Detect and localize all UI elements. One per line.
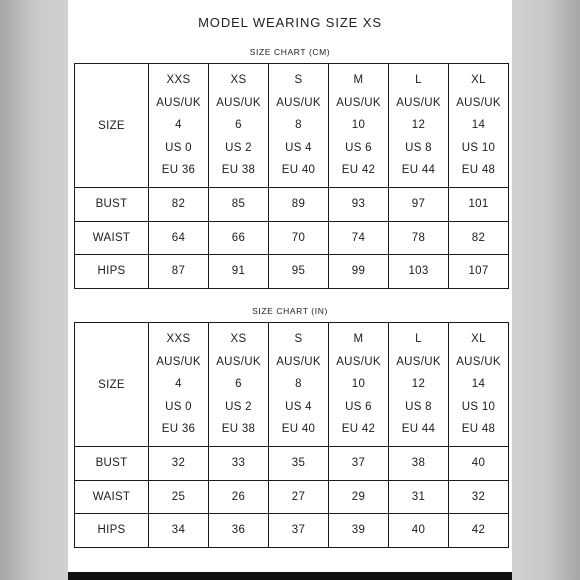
size-eu: EU 38 bbox=[221, 164, 256, 177]
size-name: XXS bbox=[166, 74, 191, 87]
size-aus-label: AUS/UK bbox=[156, 96, 201, 109]
size-name: XL bbox=[471, 74, 486, 87]
size-aus-number: 10 bbox=[351, 378, 366, 391]
table-cell: 34 bbox=[149, 514, 209, 548]
page-title: MODEL WEARING SIZE XS bbox=[198, 15, 382, 30]
table-cell: 39 bbox=[329, 514, 389, 548]
table-row-hips bbox=[75, 255, 509, 289]
size-us: US 2 bbox=[225, 400, 252, 413]
row-label: BUST bbox=[75, 447, 149, 481]
size-eu: EU 40 bbox=[281, 164, 316, 177]
size-aus-number: 14 bbox=[471, 378, 486, 391]
table-cell: 26 bbox=[209, 480, 269, 514]
table-row-waist bbox=[75, 480, 509, 514]
table-cell: 95 bbox=[269, 255, 329, 289]
size-aus-label: AUS/UK bbox=[336, 96, 381, 109]
table-cell: 42 bbox=[449, 514, 509, 548]
table-cell: 32 bbox=[149, 447, 209, 481]
bottom-edge-bar bbox=[68, 572, 512, 580]
size-aus-number: 12 bbox=[411, 119, 426, 132]
size-col-l bbox=[389, 323, 449, 447]
size-col-xl bbox=[449, 323, 509, 447]
table-cell: 99 bbox=[329, 255, 389, 289]
size-name: M bbox=[353, 74, 364, 87]
size-us: US 0 bbox=[165, 141, 192, 154]
size-eu: EU 36 bbox=[161, 164, 196, 177]
size-eu: EU 48 bbox=[461, 423, 496, 436]
table-cell: 87 bbox=[149, 255, 209, 289]
size-aus-label: AUS/UK bbox=[276, 96, 321, 109]
table-cell: 64 bbox=[149, 221, 209, 255]
table-row-bust bbox=[75, 447, 509, 481]
row-label: WAIST bbox=[75, 480, 149, 514]
table-cell: 85 bbox=[209, 188, 269, 222]
chart-label-in: SIZE CHART (IN) bbox=[252, 306, 328, 316]
table-cell: 74 bbox=[329, 221, 389, 255]
table-cell: 33 bbox=[209, 447, 269, 481]
chart-label-cm: SIZE CHART (CM) bbox=[249, 47, 331, 57]
size-aus-number: 14 bbox=[471, 119, 486, 132]
size-eu: EU 42 bbox=[341, 164, 376, 177]
table-cell: 82 bbox=[149, 188, 209, 222]
size-name: M bbox=[353, 333, 364, 346]
size-name: XS bbox=[230, 74, 247, 87]
size-aus-label: AUS/UK bbox=[396, 355, 441, 368]
size-aus-label: AUS/UK bbox=[276, 355, 321, 368]
size-name: L bbox=[415, 74, 422, 87]
size-aus-label: AUS/UK bbox=[456, 355, 501, 368]
size-us: US 4 bbox=[285, 141, 312, 154]
size-aus-label: AUS/UK bbox=[396, 96, 441, 109]
row-label: HIPS bbox=[75, 514, 149, 548]
size-eu: EU 36 bbox=[161, 423, 196, 436]
size-us: US 8 bbox=[405, 141, 432, 154]
size-aus-number: 4 bbox=[175, 378, 182, 391]
size-col-xl bbox=[449, 64, 509, 188]
size-aus-number: 8 bbox=[295, 119, 302, 132]
size-aus-number: 6 bbox=[235, 378, 242, 391]
size-aus-label: AUS/UK bbox=[456, 96, 501, 109]
size-name: XL bbox=[471, 333, 486, 346]
size-us: US 2 bbox=[225, 141, 252, 154]
size-eu: EU 44 bbox=[401, 423, 436, 436]
size-name: S bbox=[294, 74, 303, 87]
size-col-xs bbox=[209, 323, 269, 447]
table-cell: 89 bbox=[269, 188, 329, 222]
table-cell: 27 bbox=[269, 480, 329, 514]
table-cell: 37 bbox=[329, 447, 389, 481]
size-chart-cm-table bbox=[74, 63, 509, 289]
size-aus-number: 12 bbox=[411, 378, 426, 391]
table-cell: 36 bbox=[209, 514, 269, 548]
table-cell: 97 bbox=[389, 188, 449, 222]
row-label: HIPS bbox=[75, 255, 149, 289]
size-us: US 4 bbox=[285, 400, 312, 413]
size-eu: EU 42 bbox=[341, 423, 376, 436]
table-cell: 78 bbox=[389, 221, 449, 255]
size-name: S bbox=[294, 333, 303, 346]
table-cell: 103 bbox=[389, 255, 449, 289]
row-label: BUST bbox=[75, 188, 149, 222]
size-header-label: SIZE bbox=[75, 64, 149, 188]
table-cell: 38 bbox=[389, 447, 449, 481]
table-row-waist bbox=[75, 221, 509, 255]
table-cell: 70 bbox=[269, 221, 329, 255]
size-eu: EU 40 bbox=[281, 423, 316, 436]
size-name: XS bbox=[230, 333, 247, 346]
size-aus-number: 10 bbox=[351, 119, 366, 132]
table-cell: 82 bbox=[449, 221, 509, 255]
size-name: XXS bbox=[166, 333, 191, 346]
size-us: US 10 bbox=[461, 400, 496, 413]
table-cell: 107 bbox=[449, 255, 509, 289]
size-aus-label: AUS/UK bbox=[216, 96, 261, 109]
size-aus-number: 4 bbox=[175, 119, 182, 132]
table-cell: 37 bbox=[269, 514, 329, 548]
table-row-bust bbox=[75, 188, 509, 222]
table-cell: 25 bbox=[149, 480, 209, 514]
size-us: US 10 bbox=[461, 141, 496, 154]
table-cell: 93 bbox=[329, 188, 389, 222]
table-row-hips bbox=[75, 514, 509, 548]
table-cell: 91 bbox=[209, 255, 269, 289]
size-header-row bbox=[75, 64, 509, 188]
size-col-l bbox=[389, 64, 449, 188]
table-cell: 35 bbox=[269, 447, 329, 481]
size-col-xs bbox=[209, 64, 269, 188]
size-guide-page bbox=[68, 0, 512, 580]
size-eu: EU 38 bbox=[221, 423, 256, 436]
size-aus-label: AUS/UK bbox=[336, 355, 381, 368]
row-label: WAIST bbox=[75, 221, 149, 255]
table-cell: 29 bbox=[329, 480, 389, 514]
size-aus-label: AUS/UK bbox=[216, 355, 261, 368]
size-us: US 6 bbox=[345, 400, 372, 413]
size-eu: EU 44 bbox=[401, 164, 436, 177]
size-col-m bbox=[329, 323, 389, 447]
size-aus-number: 6 bbox=[235, 119, 242, 132]
size-col-m bbox=[329, 64, 389, 188]
size-chart-in-table bbox=[74, 322, 509, 548]
size-col-s bbox=[269, 323, 329, 447]
table-cell: 31 bbox=[389, 480, 449, 514]
table-cell: 101 bbox=[449, 188, 509, 222]
size-name: L bbox=[415, 333, 422, 346]
size-header-row bbox=[75, 323, 509, 447]
table-cell: 40 bbox=[389, 514, 449, 548]
table-cell: 32 bbox=[449, 480, 509, 514]
size-us: US 8 bbox=[405, 400, 432, 413]
size-us: US 0 bbox=[165, 400, 192, 413]
size-col-s bbox=[269, 64, 329, 188]
table-cell: 66 bbox=[209, 221, 269, 255]
size-aus-number: 8 bbox=[295, 378, 302, 391]
size-aus-label: AUS/UK bbox=[156, 355, 201, 368]
size-col-xxs bbox=[149, 323, 209, 447]
size-us: US 6 bbox=[345, 141, 372, 154]
size-eu: EU 48 bbox=[461, 164, 496, 177]
table-cell: 40 bbox=[449, 447, 509, 481]
size-col-xxs bbox=[149, 64, 209, 188]
size-header-label: SIZE bbox=[75, 323, 149, 447]
